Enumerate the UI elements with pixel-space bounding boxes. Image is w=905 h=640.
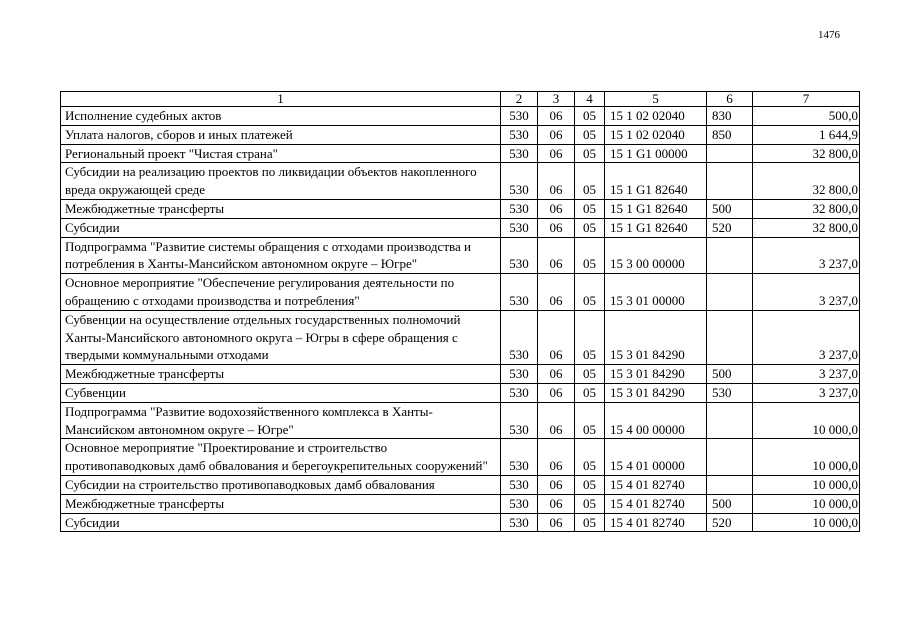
row-subsection: 06 <box>538 383 575 402</box>
row-name: Субвенции на осуществление отдельных государственных полномочий Ханты-Мансийского автономного округа – Югры в сфере обращения с твердыми коммунальными отходами <box>61 310 501 364</box>
row-target-code: 15 3 01 84290 <box>605 365 707 384</box>
row-sub: 05 <box>575 402 605 439</box>
row-expense-type <box>707 144 753 163</box>
row-expense-type: 500 <box>707 199 753 218</box>
row-expense-type <box>707 163 753 200</box>
table-row <box>61 383 860 402</box>
row-amount: 10 000,0 <box>753 513 860 532</box>
row-subsection: 06 <box>538 144 575 163</box>
header-row <box>61 92 860 107</box>
row-target-code: 15 1 G1 82640 <box>605 163 707 200</box>
row-target-code: 15 3 01 84290 <box>605 310 707 364</box>
row-section: 530 <box>501 107 538 126</box>
row-amount: 10 000,0 <box>753 439 860 476</box>
row-section: 530 <box>501 274 538 311</box>
row-name: Региональный проект "Чистая страна" <box>61 144 501 163</box>
row-sub: 05 <box>575 274 605 311</box>
row-target-code: 15 1 02 02040 <box>605 107 707 126</box>
row-amount: 32 800,0 <box>753 218 860 237</box>
table-row <box>61 310 860 364</box>
row-section: 530 <box>501 365 538 384</box>
row-amount: 10 000,0 <box>753 402 860 439</box>
row-subsection: 06 <box>538 125 575 144</box>
row-sub: 05 <box>575 144 605 163</box>
row-sub: 05 <box>575 475 605 494</box>
row-subsection: 06 <box>538 310 575 364</box>
row-section: 530 <box>501 439 538 476</box>
row-target-code: 15 1 G1 82640 <box>605 218 707 237</box>
table-row <box>61 163 860 200</box>
row-target-code: 15 3 00 00000 <box>605 237 707 274</box>
row-subsection: 06 <box>538 107 575 126</box>
row-target-code: 15 1 G1 82640 <box>605 199 707 218</box>
row-target-code: 15 4 01 00000 <box>605 439 707 476</box>
table-row <box>61 365 860 384</box>
header-cell: 1 <box>61 92 501 107</box>
header-cell: 6 <box>707 92 753 107</box>
row-subsection: 06 <box>538 237 575 274</box>
row-section: 530 <box>501 218 538 237</box>
row-amount: 3 237,0 <box>753 383 860 402</box>
row-expense-type <box>707 237 753 274</box>
table-row <box>61 439 860 476</box>
row-expense-type: 500 <box>707 494 753 513</box>
row-name: Межбюджетные трансферты <box>61 199 501 218</box>
row-expense-type: 500 <box>707 365 753 384</box>
page-number: 1476 <box>818 29 840 41</box>
row-section: 530 <box>501 199 538 218</box>
table-row <box>61 475 860 494</box>
row-target-code: 15 1 G1 00000 <box>605 144 707 163</box>
table-row <box>61 237 860 274</box>
row-subsection: 06 <box>538 274 575 311</box>
table-row <box>61 125 860 144</box>
table-row <box>61 144 860 163</box>
row-expense-type <box>707 475 753 494</box>
row-expense-type: 850 <box>707 125 753 144</box>
row-subsection: 06 <box>538 475 575 494</box>
row-name: Субсидии на реализацию проектов по ликвидации объектов накопленного вреда окружающей среде <box>61 163 501 200</box>
row-target-code: 15 4 01 82740 <box>605 494 707 513</box>
row-sub: 05 <box>575 199 605 218</box>
row-name: Субсидии <box>61 513 501 532</box>
table-row <box>61 218 860 237</box>
row-section: 530 <box>501 163 538 200</box>
row-target-code: 15 4 01 82740 <box>605 475 707 494</box>
row-sub: 05 <box>575 163 605 200</box>
row-name: Уплата налогов, сборов и иных платежей <box>61 125 501 144</box>
row-section: 530 <box>501 383 538 402</box>
table-row <box>61 107 860 126</box>
row-subsection: 06 <box>538 163 575 200</box>
row-section: 530 <box>501 125 538 144</box>
row-amount: 32 800,0 <box>753 163 860 200</box>
row-section: 530 <box>501 475 538 494</box>
row-name: Субвенции <box>61 383 501 402</box>
header-cell: 5 <box>605 92 707 107</box>
row-amount: 10 000,0 <box>753 494 860 513</box>
row-expense-type: 520 <box>707 218 753 237</box>
row-amount: 32 800,0 <box>753 144 860 163</box>
row-target-code: 15 4 01 82740 <box>605 513 707 532</box>
row-name: Подпрограмма "Развитие водохозяйственного комплекса в Ханты-Мансийском автономном округе – Югре" <box>61 402 501 439</box>
row-name: Исполнение судебных актов <box>61 107 501 126</box>
row-expense-type <box>707 402 753 439</box>
header-cell: 2 <box>501 92 538 107</box>
row-sub: 05 <box>575 383 605 402</box>
row-sub: 05 <box>575 107 605 126</box>
row-name: Субсидии <box>61 218 501 237</box>
row-section: 530 <box>501 402 538 439</box>
row-name: Подпрограмма "Развитие системы обращения с отходами производства и потребления в Ханты-Мансийском автономном округе – Югре" <box>61 237 501 274</box>
row-subsection: 06 <box>538 402 575 439</box>
row-expense-type <box>707 274 753 311</box>
row-section: 530 <box>501 237 538 274</box>
row-expense-type <box>707 439 753 476</box>
row-amount: 3 237,0 <box>753 310 860 364</box>
row-amount: 3 237,0 <box>753 365 860 384</box>
header-cell: 7 <box>753 92 860 107</box>
header-cell: 4 <box>575 92 605 107</box>
row-name: Межбюджетные трансферты <box>61 494 501 513</box>
row-expense-type: 520 <box>707 513 753 532</box>
row-sub: 05 <box>575 237 605 274</box>
table-row <box>61 274 860 311</box>
row-expense-type: 530 <box>707 383 753 402</box>
row-target-code: 15 3 01 84290 <box>605 383 707 402</box>
budget-table <box>60 91 860 532</box>
row-amount: 32 800,0 <box>753 199 860 218</box>
row-subsection: 06 <box>538 218 575 237</box>
row-section: 530 <box>501 513 538 532</box>
row-target-code: 15 1 02 02040 <box>605 125 707 144</box>
row-name: Основное мероприятие "Проектирование и строительство противопаводковых дамб обвалования и берегоукрепительных сооружений" <box>61 439 501 476</box>
row-sub: 05 <box>575 513 605 532</box>
row-target-code: 15 4 00 00000 <box>605 402 707 439</box>
row-amount: 1 644,9 <box>753 125 860 144</box>
row-expense-type <box>707 310 753 364</box>
row-sub: 05 <box>575 365 605 384</box>
row-name: Основное мероприятие "Обеспечение регулирования деятельности по обращению с отходами производства и потребления" <box>61 274 501 311</box>
row-subsection: 06 <box>538 513 575 532</box>
row-target-code: 15 3 01 00000 <box>605 274 707 311</box>
row-amount: 500,0 <box>753 107 860 126</box>
row-subsection: 06 <box>538 199 575 218</box>
row-subsection: 06 <box>538 494 575 513</box>
row-sub: 05 <box>575 494 605 513</box>
row-name: Субсидии на строительство противопаводковых дамб обвалования <box>61 475 501 494</box>
row-expense-type: 830 <box>707 107 753 126</box>
table-row <box>61 494 860 513</box>
row-section: 530 <box>501 144 538 163</box>
row-amount: 10 000,0 <box>753 475 860 494</box>
header-cell: 3 <box>538 92 575 107</box>
row-subsection: 06 <box>538 365 575 384</box>
row-sub: 05 <box>575 439 605 476</box>
row-section: 530 <box>501 494 538 513</box>
row-section: 530 <box>501 310 538 364</box>
table-body <box>61 107 860 532</box>
table-row <box>61 402 860 439</box>
row-sub: 05 <box>575 125 605 144</box>
table-row <box>61 199 860 218</box>
row-sub: 05 <box>575 310 605 364</box>
row-amount: 3 237,0 <box>753 274 860 311</box>
row-amount: 3 237,0 <box>753 237 860 274</box>
row-subsection: 06 <box>538 439 575 476</box>
table-row <box>61 513 860 532</box>
row-name: Межбюджетные трансферты <box>61 365 501 384</box>
row-sub: 05 <box>575 218 605 237</box>
